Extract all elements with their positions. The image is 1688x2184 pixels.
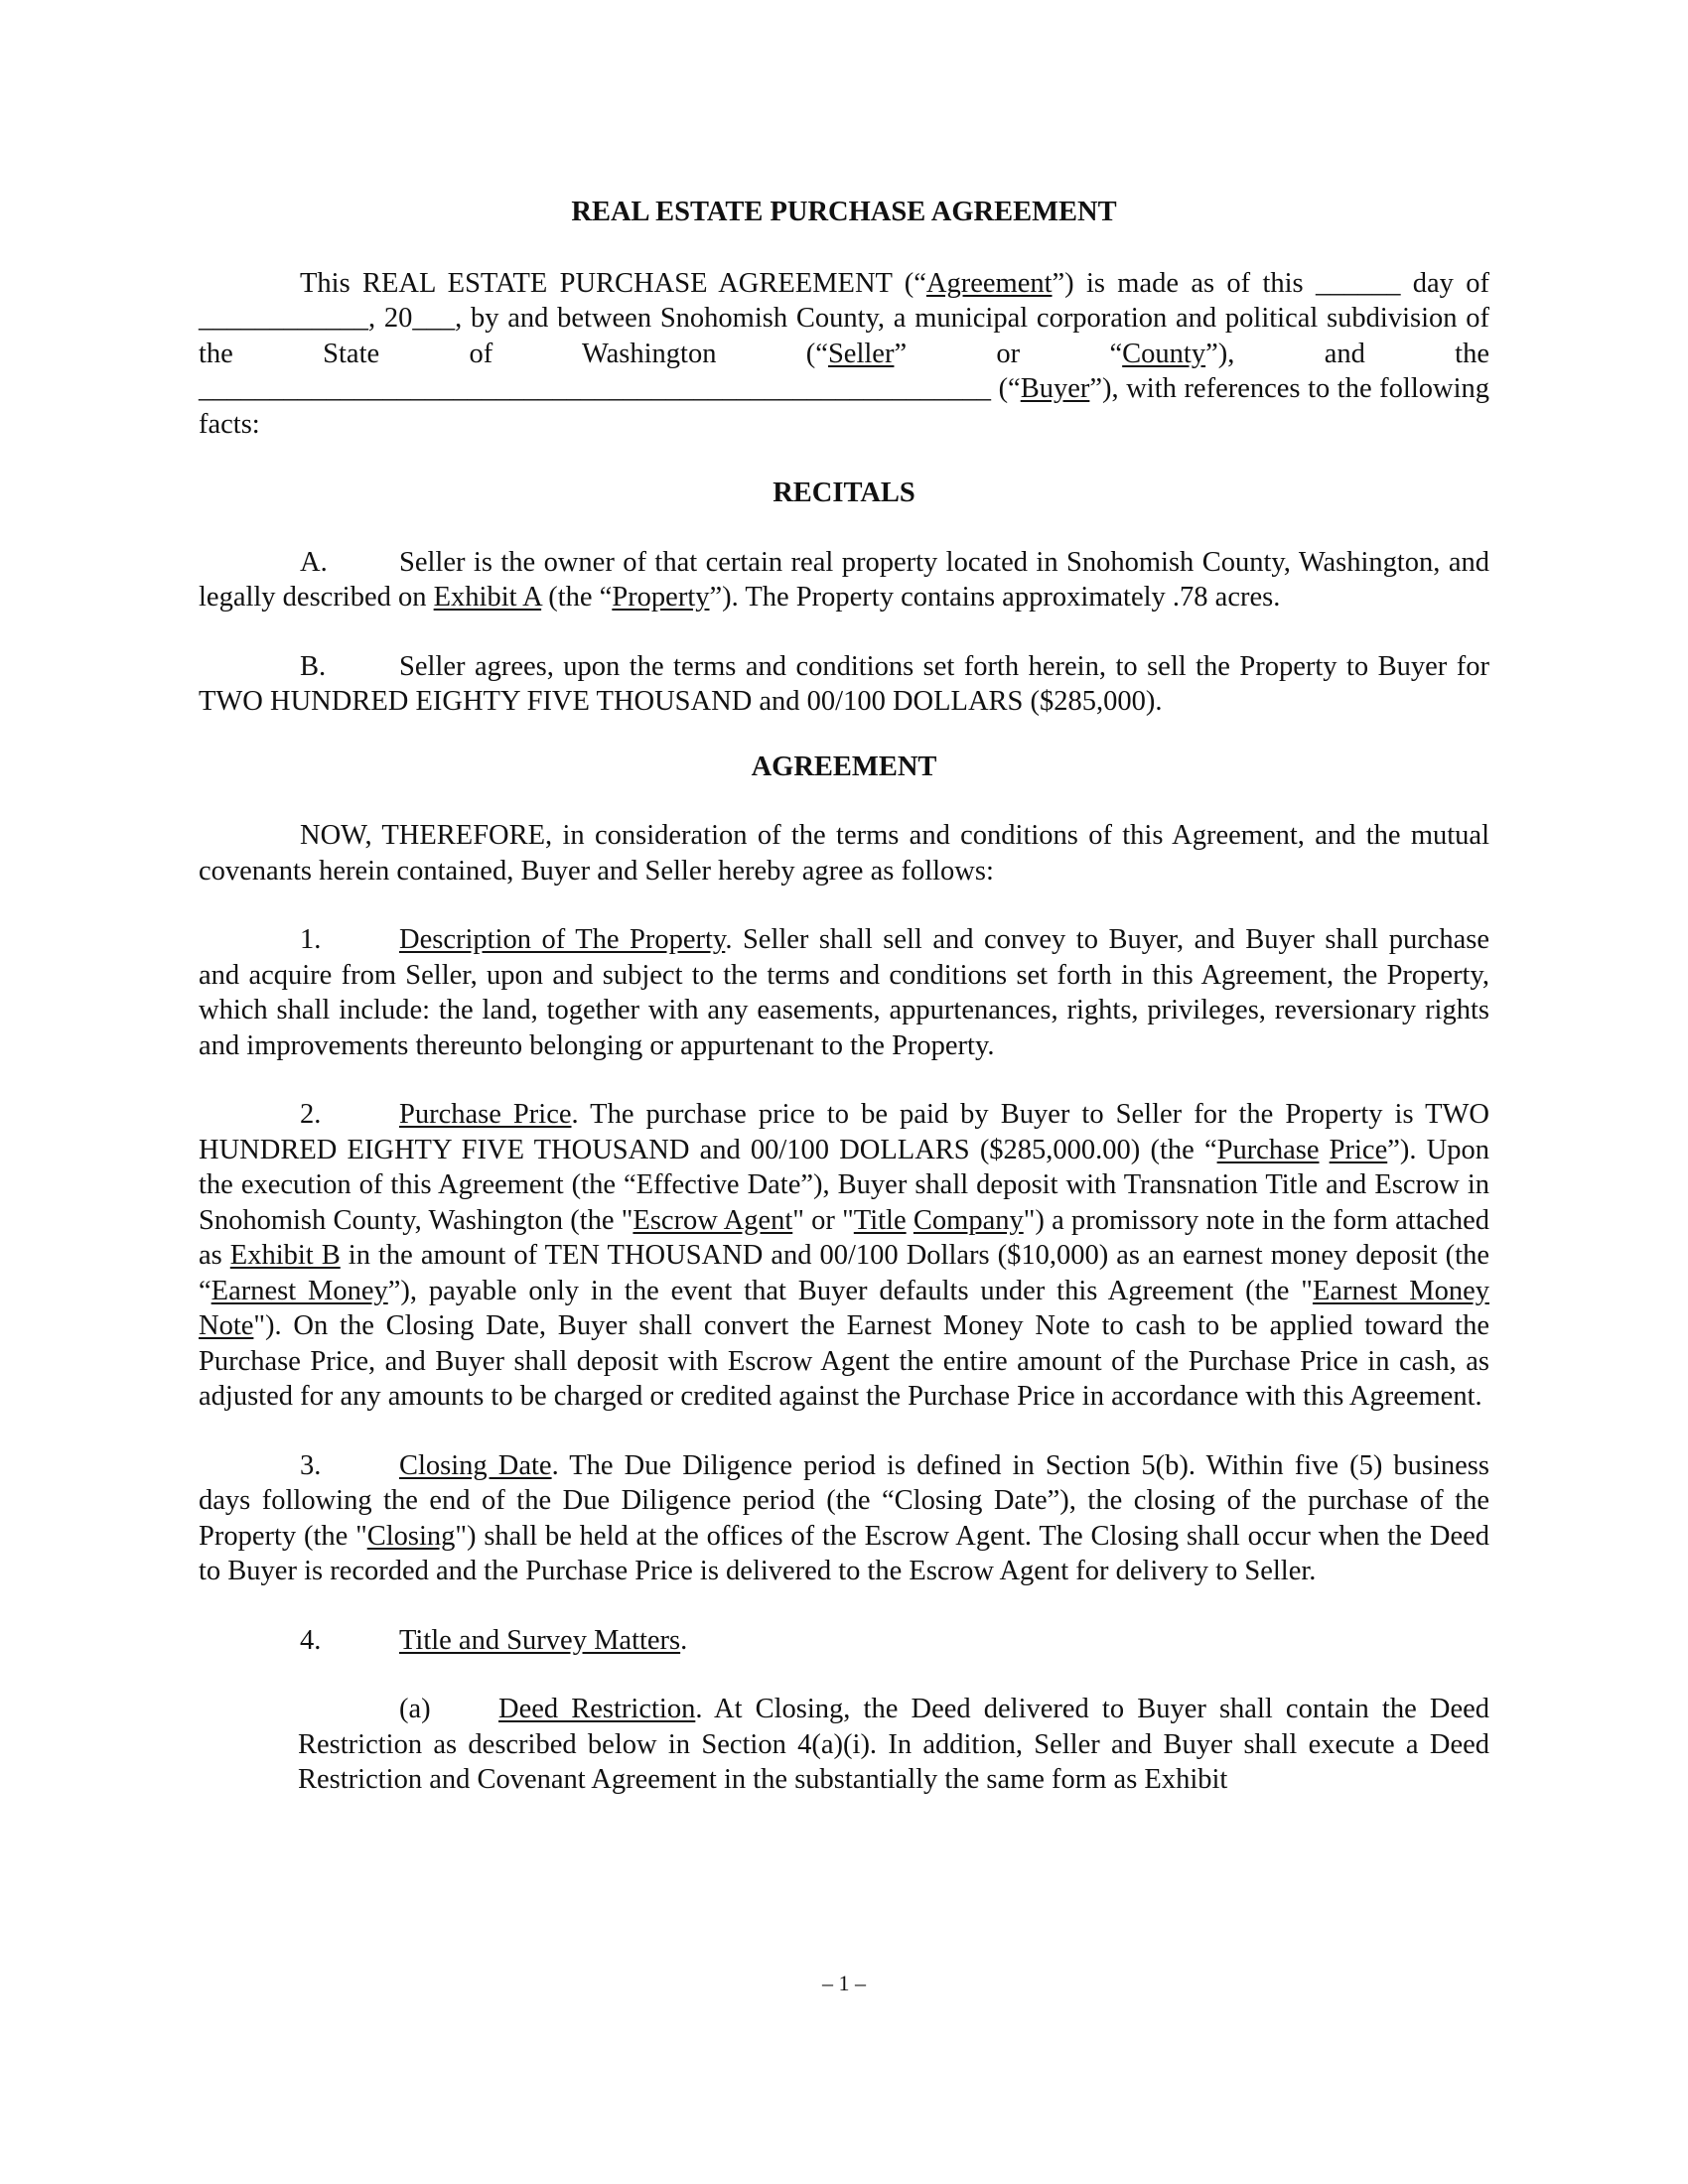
exhibit-a-reference: Exhibit A bbox=[433, 582, 542, 613]
recital-a: A. Seller is the owner of that certain real property located in Snohomish County, Washington, and legally described on Exhibit A (the “Property”). The Property contains approximately .78 acres. bbox=[199, 546, 1489, 613]
buyer-defined-term: Buyer bbox=[1020, 373, 1090, 404]
section-4a: (a) Deed Restriction. At Closing, the Deed delivered to Buyer shall contain the Deed Restriction as described below in Section 4(a)(i). In addition, Seller and Buyer shall execute a Deed Restriction and Covenant Agreement in the substantially the same form as Exhibit bbox=[298, 1694, 1489, 1795]
title-defined-term: Title bbox=[853, 1204, 907, 1236]
section-4a-label: (a) bbox=[399, 1694, 431, 1724]
section-3-title: Closing Date bbox=[399, 1449, 552, 1481]
section-4-title: Title and Survey Matters bbox=[399, 1624, 681, 1656]
purchase-defined-term: Purchase bbox=[1216, 1134, 1320, 1165]
escrow-agent-defined-term: Escrow Agent bbox=[633, 1204, 793, 1236]
section-2: 2. Purchase Price. The purchase price to be paid by Buyer to Seller for the Property is TWO HUNDRED EIGHTY FIVE THOUSAND and 00/100 DOLLARS ($285,000.00) (the “Purchase Price”). Upon the execution of this Agreement (the “Effective Date”), Buyer shall deposit with Transnation Title and Escrow in Snohomish County, Washington (the "Escrow Agent" or "Title Company") a promissory note in the form attached as Exhibit B in the amount of TEN THOUSAND and 00/100 Dollars ($10,000) as an earnest money deposit (the “Earnest Money”), payable only in the event that Buyer defaults under this Agreement (the "Earnest Money Note"). On the Closing Date, Buyer shall convert the Earnest Money Note to cash to be applied toward the Purchase Price, and Buyer shall deposit with Escrow Agent the entire amount of the Purchase Price in cash, as adjusted for any amounts to be charged or credited against the Purchase Price in accordance with this Agreement. bbox=[199, 1099, 1490, 1412]
section-2-title: Purchase Price bbox=[399, 1099, 572, 1130]
exhibit-b-reference: Exhibit B bbox=[229, 1240, 341, 1271]
property-defined-term: Property bbox=[612, 582, 710, 613]
agreement-defined-term: Agreement bbox=[925, 267, 1053, 299]
now-therefore-paragraph: NOW, THEREFORE, in consideration of the terms and conditions of this Agreement, and the mutual covenants herein contained, Buyer and Seller hereby agree as follows: bbox=[199, 820, 1489, 887]
closing-defined-term: Closing bbox=[366, 1520, 456, 1552]
county-defined-term: County bbox=[1122, 338, 1206, 369]
section-1-number: 1. bbox=[300, 924, 322, 955]
document-body bbox=[199, 195, 1489, 1798]
section-3: 3. Closing Date. The Due Diligence period is defined in Section 5(b). Within five (5) business days following the end of the Due Diligence period (the “Closing Date”), the closing of the purchase of the Property (the "Closing") shall be held at the offices of the Escrow Agent. The Closing shall occur when the Deed to Buyer is recorded and the Purchase Price is delivered to the Escrow Agent for delivery to Seller. bbox=[199, 1449, 1490, 1586]
section-3-number: 3. bbox=[300, 1449, 322, 1481]
page-number: – 1 – bbox=[822, 1971, 866, 1995]
section-4: 4. Title and Survey Matters. bbox=[199, 1623, 1489, 1659]
section-4-number: 4. bbox=[300, 1624, 322, 1656]
price-defined-term: Price bbox=[1329, 1134, 1388, 1165]
recital-b-label: B. bbox=[300, 650, 327, 682]
section-2-number: 2. bbox=[300, 1099, 322, 1130]
company-defined-term: Company bbox=[913, 1204, 1024, 1236]
document-title: REAL ESTATE PURCHASE AGREEMENT bbox=[571, 197, 1117, 227]
recital-b: B. Seller agrees, upon the terms and conditions set forth herein, to sell the Property to Buyer for TWO HUNDRED EIGHTY FIVE THOUSAND and 00/100 DOLLARS ($285,000). bbox=[199, 650, 1489, 717]
section-1: 1. Description of The Property. Seller shall sell and convey to Buyer, and Buyer shall purchase and acquire from Seller, upon and subject to the terms and conditions set forth in this Agreement, the Property, which shall include: the land, together with any easements, appurtenances, rights, privileges, reversionary rights and improvements thereunto belonging or appurtenant to the Property. bbox=[199, 924, 1489, 1061]
seller-defined-term: Seller bbox=[827, 338, 895, 369]
earnest-money-note-defined-term: Earnest Money Note bbox=[199, 1275, 1490, 1341]
earnest-money-defined-term: Earnest Money bbox=[211, 1275, 388, 1306]
intro-paragraph: This REAL ESTATE PURCHASE AGREEMENT (“Agreement”) is made as of this ______ day of ____________, 20___, by and between Snohomish County, a municipal corporation and political subdivision of the State of Washington (“Seller” or “County”), and the ________________________________________________________ (“Buyer”), with references to the following facts: bbox=[199, 267, 1490, 440]
section-4a-title: Deed Restriction bbox=[498, 1694, 696, 1724]
recital-a-label: A. bbox=[300, 546, 328, 578]
agreement-heading: AGREEMENT bbox=[751, 751, 937, 782]
section-1-title: Description of The Property bbox=[399, 924, 726, 955]
section-4a-block bbox=[298, 1692, 1489, 1798]
recitals-heading: RECITALS bbox=[773, 478, 915, 508]
